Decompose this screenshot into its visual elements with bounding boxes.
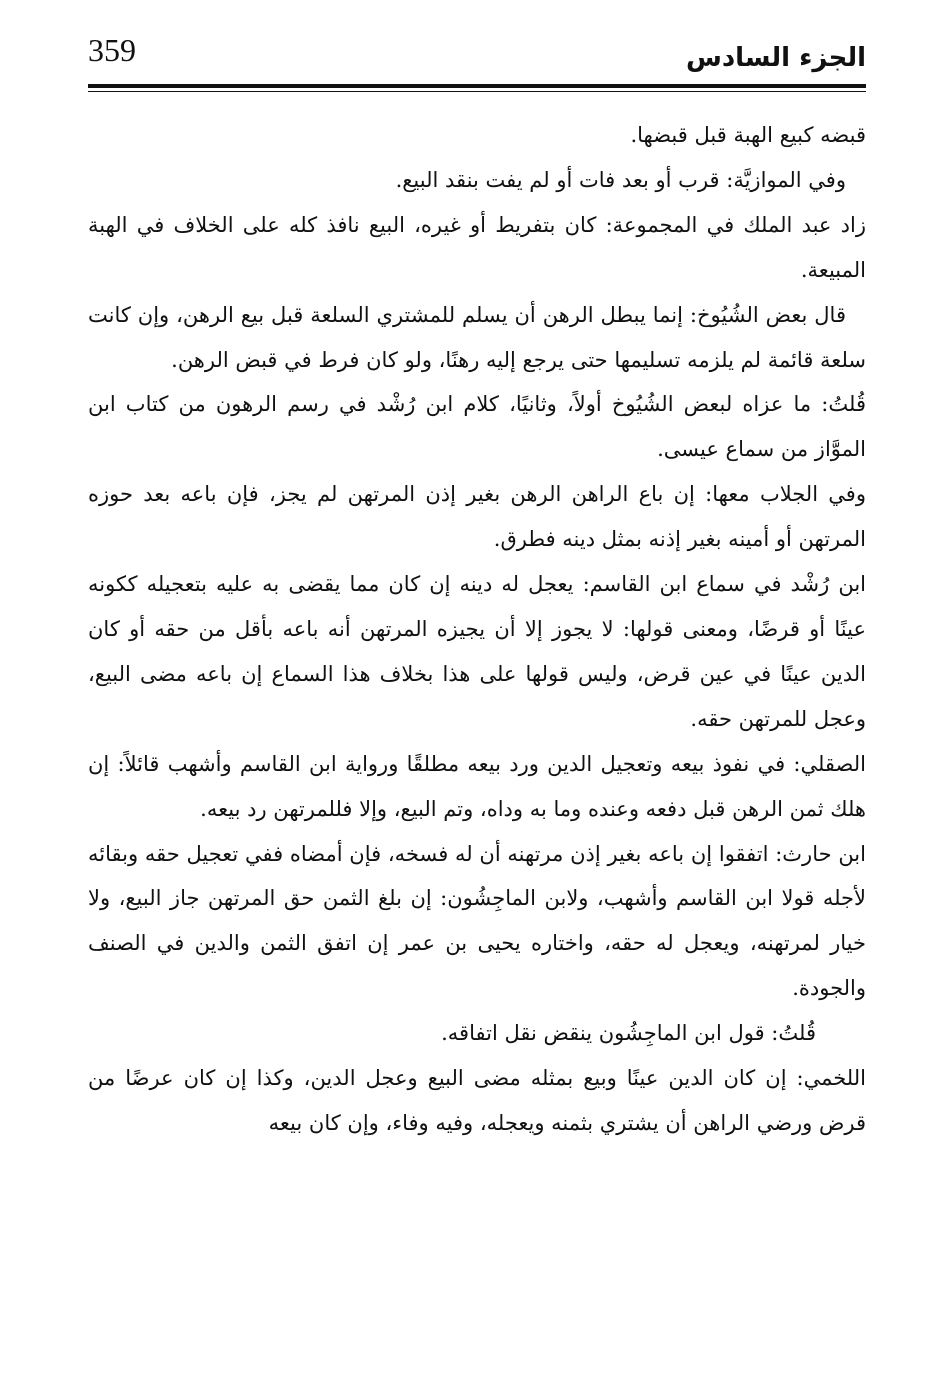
paragraph-11: اللخمي: إن كان الدين عينًا وبيع بمثله مضى البيع وعجل الدين، وكذا إن كان عرضًا من قرض ورضي الراهن أن يشتري بثمنه ويعجله، وفيه وفاء، وإن كان بيعه	[88, 1066, 866, 1135]
paragraph-9: ابن حارث: اتفقوا إن باعه بغير إذن مرتهنه أن له فسخه، فإن أمضاه ففي تعجيل حقه وبقائه لأجله قولا ابن القاسم وأشهب، ولابن الماجِشُون: إن بلغ الثمن حق المرتهن جاز البيع، ولا خيار لمرتهنه، ويعجل له حقه، واختاره يحيى بن عمر إن اتفق الثمن والدين في الصنف والجودة.	[88, 841, 866, 1001]
paragraph-6: وفي الجلاب معها: إن باع الراهن الرهن بغير إذن المرتهن لم يجز، فإن باعه بعد حوزه المرتهن أو أمينه بغير إذنه بمثل دينه فطرق.	[88, 482, 866, 552]
paragraph-7: ابن رُشْد في سماع ابن القاسم: يعجل له دينه إن كان مما يقضى به عليه بتعجيله ككونه عينًا أو قرضًا، ومعنى قولها: لا يجوز إلا أن يجيزه المرتهن أنه باعه بأقل من حقه أو كان الدين عينًا في عين قرض، وليس قولها على هذا بخلاف هذا السماع إن باعه مضى البيع، وعجل للمرتهن حقه.	[88, 572, 866, 731]
paragraph-8: الصقلي: في نفوذ بيعه وتعجيل الدين ورد بيعه مطلقًا ورواية ابن القاسم وأشهب قائلاً: إن هلك ثمن الرهن قبل دفعه وعنده وما به وداه، وتم البيع، وإلا فللمرتهن رد بيعه.	[88, 751, 866, 821]
paragraph-2: وفي الموازيَّة: قرب أو بعد فات أو لم يفت بنقد البيع.	[395, 167, 846, 192]
header-rule-thin	[88, 91, 866, 92]
body-text	[88, 113, 866, 1146]
paragraph-10: قُلتُ: قول ابن الماجِشُون ينقض نقل اتفاقه.	[441, 1021, 816, 1046]
paragraph-3: زاد عبد الملك في المجموعة: كان بتفريط أو غيره، البيع نافذ كله على الخلاف في الهبة المبيعة.	[88, 212, 866, 282]
header-rule-thick	[88, 84, 866, 88]
paragraph-5: قُلتُ: ما عزاه لبعض الشُيُوخ أولاً، وثانيًا، كلام ابن رُشْد في رسم الرهون من كتاب ابن الموَّاز من سماع عيسى.	[88, 392, 866, 462]
running-head: الجزء السادس	[685, 43, 866, 73]
paragraph-4: قال بعض الشُيُوخ: إنما يبطل الرهن أن يسلم للمشتري السلعة قبل بيع الرهن، وإن كانت سلعة قائمة لم يلزمه تسليمها حتى يرجع إليه رهنًا، ولو كان فرط في قبض الرهن.	[88, 302, 866, 372]
page-number: 359	[88, 32, 136, 68]
paragraph-1: قبضه كبيع الهبة قبل قبضها.	[630, 123, 866, 147]
